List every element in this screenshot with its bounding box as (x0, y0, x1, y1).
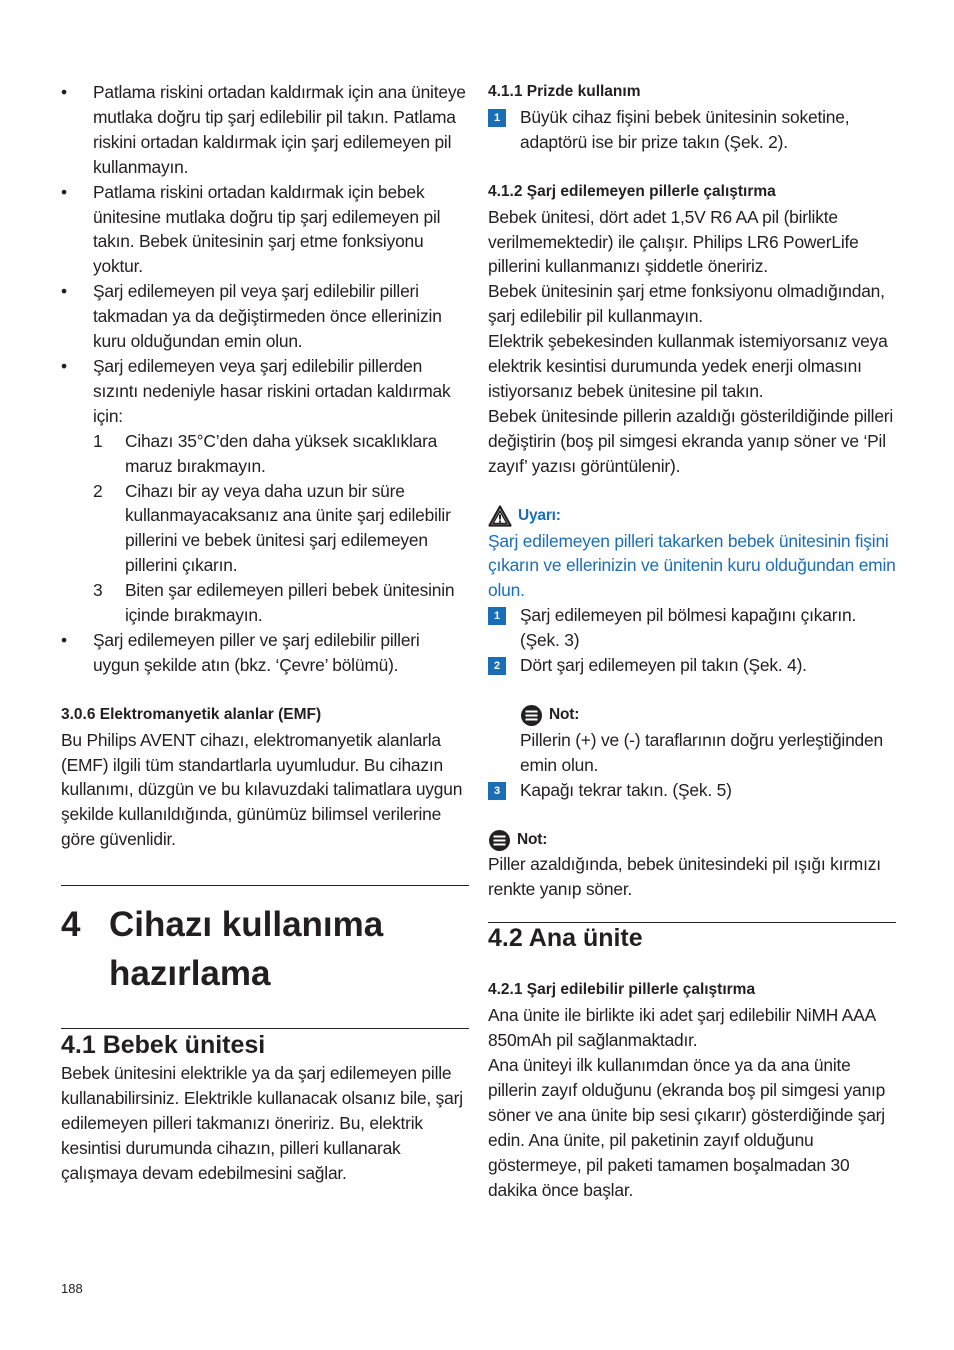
sublist-number: 3 (93, 580, 103, 601)
left-column (61, 80, 469, 1186)
step-item (488, 778, 896, 803)
warning-heading (488, 504, 896, 529)
list-item: • Patlama riskini ortadan kaldırmak için ana üniteye mutlaka doğru tip şarj edilebilir pil takın. Patlama riskini ortadan kaldırmak için şarj edilemeyen pil kullanmayın. (61, 80, 469, 180)
sublist-number: 2 (93, 480, 103, 501)
subsection-heading-4-1-1: 4.1.1 Prizde kullanım (488, 83, 641, 100)
chapter-title (61, 900, 469, 998)
note-heading (488, 828, 896, 853)
page-number: 188 (61, 1281, 83, 1296)
note-icon (520, 704, 543, 727)
paragraph: Elektrik şebekesinden kullanmak istemiyorsanız veya elektrik kesintisi durumunda yedek enerji olmasını istiyorsanız bebek ünitesine pil takın. (488, 331, 888, 401)
list-item-text: Şarj edilemeyen veya şarj edilebilir pillerden sızıntı nedeniyle hasar riskini ortadan kaldırmak için: (93, 355, 451, 426)
step-item (488, 653, 896, 678)
chapter-number: 4 (61, 905, 81, 945)
section-heading-4-1: 4.1 Bebek ünitesi (61, 1031, 266, 1060)
list-item: • Şarj edilemeyen pil veya şarj edilebilir pilleri takmadan ya da değiştirmeden önce ellerinizin kuru olduğundan emin olun. (61, 279, 469, 354)
right-column (488, 80, 896, 1202)
note-label: Not: (517, 830, 548, 848)
paragraph: Ana üniteyi ilk kullanımdan önce ya da ana ünite pillerin zayıf olduğunu (ekranda boş pil simgesi yanıp söner ve ana ünite bip sesi çıkarır) gösterdiğinde şarj edin. Ana ünite, pil paketinin zayıf olduğunu göstermeye, pil paketi tamamen boşalmadan 30 dakika önce başlar. (488, 1055, 886, 1200)
section-divider (61, 885, 469, 886)
emf-paragraph: Bu Philips AVENT cihazı, elektromanyetik alanlarla (EMF) ilgili tüm standartlarla uyumludur. Bu cihazın kullanımı, düzgün ve bu kılavuzdaki talimatlara uygun şekilde kullanıldığında, günümüz bilimsel verilerine göre güvenlidir. (61, 729, 463, 850)
leak-sublist (93, 429, 469, 628)
paragraph: Bebek ünitesi, dört adet 1,5V R6 AA pil (birlikte verilmemektedir) ile çalışır. Philips LR6 PowerLife pillerini kullanmanızı şiddetle öneririz. (488, 206, 859, 277)
sublist-text: Biten şar edilemeyen pilleri bebek ünitesinin içinde bırakmayın. (125, 580, 455, 626)
note-text: Piller azaldığında, bebek ünitesindeki pil ışığı kırmızı renkte yanıp söner. (488, 854, 881, 900)
sublist-item (93, 429, 469, 479)
warning-block (488, 504, 896, 604)
step-number-badge: 2 (488, 657, 506, 675)
list-item: • Patlama riskini ortadan kaldırmak için bebek ünitesine mutlaka doğru tip şarj edilemeyen pil takın. Bebek ünitesinin şarj etme fonksiyonu yoktur. (61, 180, 469, 280)
step-text: Kapağı tekrar takın. (Şek. 5) (520, 779, 732, 800)
section-4-1-paragraph: Bebek ünitesini elektrikle ya da şarj edilemeyen pille kullanabilirsiniz. Elektrikle kullanacak olsanız bile, şarj edilemeyen pilleri takmanızı öneririz. Bu, elektrik kesintisi durumunda cihazın, pilleri kullanarak çalışmaya devam edebilmesini sağlar. (61, 1063, 463, 1183)
step-text: Dört şarj edilemeyen pil takın (Şek. 4). (520, 655, 807, 676)
sublist-number: 1 (93, 430, 103, 451)
paragraph: Ana ünite ile birlikte iki adet şarj edilebilir NiMH AAA 850mAh pil sağlanmaktadır. (488, 1005, 876, 1051)
step-number-badge: 1 (488, 109, 506, 127)
step-text: Büyük cihaz fişini bebek ünitesinin soketine, adaptörü ise bir prize takın (Şek. 2). (520, 106, 850, 152)
safety-bullet-list (61, 80, 469, 678)
note-icon (488, 829, 511, 852)
step-item (488, 105, 896, 155)
note-block (488, 828, 896, 903)
sublist-text: Cihazı bir ay veya daha uzun bir süre kullanmayacaksanız ana ünite şarj edilebilir pillerini ve bebek ünitesi şarj edilemeyen pillerini çıkarın. (125, 480, 451, 576)
step-number-badge: 1 (488, 607, 506, 625)
note-heading (520, 703, 896, 728)
warning-text: Şarj edilemeyen pilleri takarken bebek ünitesinin fişini çıkarın ve ellerinizin ve ünitenin kuru olduğundan emin olun. (488, 530, 896, 601)
list-item: • Şarj edilemeyen piller ve şarj edilebilir pilleri uygun şekilde atın (bkz. ‘Çevre’ bölümü). (61, 628, 469, 678)
warning-label: Uyarı: (518, 506, 561, 524)
subsection-heading-4-1-2: 4.1.2 Şarj edilemeyen pillerle çalıştırma (488, 182, 776, 200)
step-text: Şarj edilemeyen pil bölmesi kapağını çıkarın. (Şek. 3) (520, 605, 857, 651)
step-number-badge: 3 (488, 782, 506, 800)
emf-heading: 3.0.6 Elektromanyetik alanlar (EMF) (61, 705, 322, 723)
sublist-item (93, 479, 469, 579)
list-item (61, 354, 469, 628)
sublist-text: Cihazı 35°C’den daha yüksek sıcaklıklara maruz bırakmayın. (125, 430, 438, 476)
chapter-title-text: Cihazı kullanıma hazırlama (109, 905, 384, 994)
section-heading-4-2: 4.2 Ana ünite (488, 924, 643, 953)
subsection-heading-4-2-1: 4.2.1 Şarj edilebilir pillerle çalıştırma (488, 981, 756, 999)
sublist-item (93, 578, 469, 628)
note-block (488, 703, 896, 778)
paragraph: Bebek ünitesinde pillerin azaldığı gösterildiğinde pilleri değiştirin (boş pil simgesi ekranda yanıp söner ve ‘Pil zayıf’ yazısı görüntülenir). (488, 405, 894, 476)
warning-triangle-icon (488, 505, 512, 527)
note-text: Pillerin (+) ve (-) taraflarının doğru yerleştiğinden emin olun. (520, 729, 883, 775)
paragraph: Bebek ünitesinin şarj etme fonksiyonu olmadığından, şarj edilebilir pil kullanmayın. (488, 281, 885, 327)
note-label: Not: (549, 705, 580, 723)
step-item (488, 603, 896, 653)
